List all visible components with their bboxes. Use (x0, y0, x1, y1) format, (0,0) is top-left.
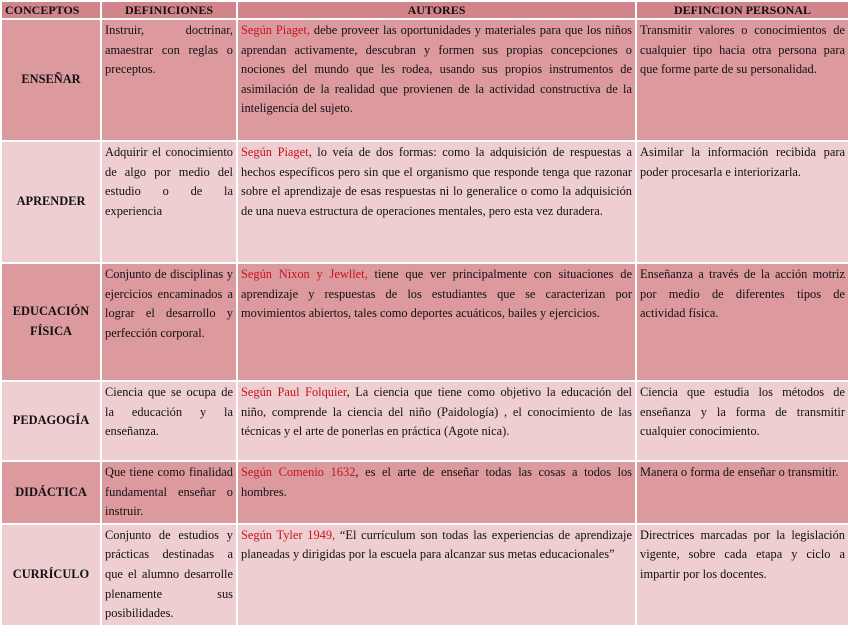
author-source: Según Nixon y Jewllet, (241, 267, 368, 281)
author-source: Según Piaget, (241, 23, 310, 37)
definition-cell: Conjunto de disciplinas y ejercicios encaminados a lograr el desarrollo y perfección corporal. (101, 263, 237, 381)
author-cell (237, 524, 636, 626)
concept-cell: EDUCACIÓN FÍSICA (1, 263, 101, 381)
personal-cell: Transmitir valores o conocimientos de cualquier tipo hacia otra persona para que forme parte de su personalidad. (636, 19, 848, 141)
header-conceptos: CONCEPTOS (1, 1, 101, 19)
header-definiciones: DEFINICIONES (101, 1, 237, 19)
author-cell (237, 19, 636, 141)
definition-cell: Ciencia que se ocupa de la educación y la enseñanza. (101, 381, 237, 461)
personal-cell: Directrices marcadas por la legislación vigente, sobre cada etapa y ciclo a impartir por los docentes. (636, 524, 848, 626)
concept-cell: CURRÍCULO (1, 524, 101, 626)
author-cell (237, 381, 636, 461)
author-text: debe proveer las oportunidades y materiales para que los niños aprendan activamente, descubran y formen sus propias concepciones o nociones del mundo que les rodea, usando sus propios instrumentos de asimilación de la realidad que provienen de la actividad constructiva de la inteligencia del sujeto. (241, 23, 632, 116)
author-cell (237, 461, 636, 524)
header-autores: AUTORES (237, 1, 636, 19)
personal-cell: Ciencia que estudia los métodos de enseñanza y la forma de transmitir cualquier conocimiento. (636, 381, 848, 461)
author-source: Según Tyler 1949, (241, 527, 336, 542)
header-definicion-personal: DEFINCION PERSONAL (636, 1, 848, 19)
concept-cell: ENSEÑAR (1, 19, 101, 141)
author-source: Según Piaget (241, 145, 309, 159)
author-text: , lo veía de dos formas: como la adquisición de respuestas a hechos específicos pero sin que el organismo que responde tenga que razonar sobre el aprendizaje de esas respuestas ni lo generalice o como la adquisición de una nueva estructura de operaciones mentales, pero esta vez duradera. (241, 145, 633, 218)
personal-cell: Enseñanza a través de la acción motriz por medio de diferentes tipos de actividad física. (636, 263, 848, 381)
author-text: “El currículum son todas las experiencias de aprendizaje planeadas y dirigidas por la escuela para alcanzar sus metas educacionales” (241, 527, 632, 562)
header-row (1, 1, 848, 19)
row-curriculo (1, 524, 848, 626)
row-educacion-fisica (1, 263, 848, 381)
concept-cell: PEDAGOGÍA (1, 381, 101, 461)
author-text: , La ciencia que tiene como objetivo la educación del niño, comprende la ciencia del niño (Paidología) , el conocimiento de las técnicas y el arte de ponerlas en práctica (Agote nica). (241, 385, 632, 439)
author-cell (237, 263, 636, 381)
definition-cell: Adquirir el conocimiento de algo por medio del estudio o de la experiencia (101, 141, 237, 263)
author-text: tiene que ver principalmente con situaciones de aprendizaje y respuestas de los estudiantes que se caracterizan por movimientos abiertos, tales como deportes acuáticos, bailes y ejercicios. (241, 267, 632, 321)
row-aprender (1, 141, 848, 263)
concept-cell: APRENDER (1, 141, 101, 263)
concept-cell: DIDÁCTICA (1, 461, 101, 524)
author-cell (237, 141, 636, 263)
row-didactica (1, 461, 848, 524)
definition-cell: Conjunto de estudios y prácticas destinadas a que el alumno desarrolle plenamente sus posibilidades. (101, 524, 237, 626)
row-pedagogia (1, 381, 848, 461)
personal-cell: Manera o forma de enseñar o transmitir. (636, 461, 848, 524)
author-source: Según Paul Folquier (241, 385, 347, 399)
row-ensenar (1, 19, 848, 141)
personal-cell: Asimilar la información recibida para poder procesarla e interiorizarla. (636, 141, 848, 263)
definition-cell: Instruir, doctrinar, amaestrar con reglas o preceptos. (101, 19, 237, 141)
author-source: Según Comenio 1632 (241, 465, 356, 479)
author-text: , es el arte de enseñar todas las cosas a todos los hombres. (241, 465, 632, 499)
definition-cell: Que tiene como finalidad fundamental enseñar o instruir. (101, 461, 237, 524)
